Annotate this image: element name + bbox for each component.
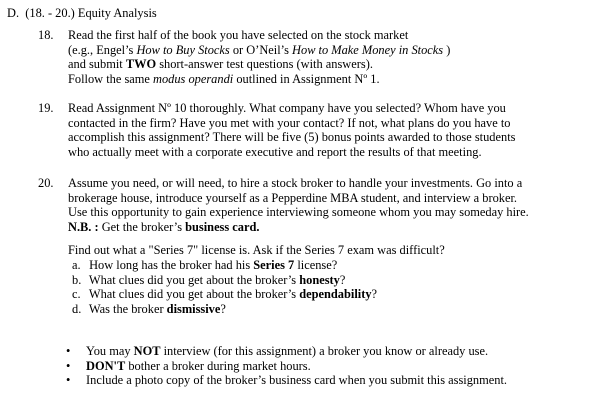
bullet-icon: •	[66, 373, 71, 388]
emphasis: dependability	[299, 287, 372, 302]
bullet-item	[66, 359, 507, 374]
text: Was the broker	[88, 301, 167, 316]
item-line: accomplish this assignment? There will be five (5) bonus points awarded to those students	[68, 130, 516, 145]
item-line: contacted in the firm? Have you met with your contact? If not, what plans do you have to	[68, 115, 511, 130]
item-number: 20.	[38, 176, 54, 190]
text: short-answer test questions (with answers).	[156, 57, 373, 72]
item-number: 19.	[38, 101, 54, 115]
item-line: who actually meet with a corporate executive and report the results of that meeting.	[68, 144, 482, 159]
emphasis: Series 7	[253, 257, 295, 272]
text: license?	[294, 257, 338, 272]
bullet-list	[66, 344, 507, 388]
text: interview (for this assignment) a broker you know or already use.	[160, 344, 489, 358]
text: bother a broker during market hours.	[125, 358, 311, 373]
question-letter: b.	[72, 272, 82, 287]
book-title: How to Buy Stocks	[136, 42, 230, 57]
section-label: D.	[7, 6, 20, 20]
text: )	[443, 42, 451, 57]
text: Get the broker’s	[98, 219, 186, 234]
text: or O’Neil’s	[229, 42, 293, 57]
text: What clues did you get about the broker’s	[88, 287, 300, 302]
text: ?	[220, 301, 226, 316]
question-letter: a.	[72, 257, 81, 272]
item-body	[68, 101, 607, 159]
nb-label: N.B. :	[68, 219, 99, 234]
question-item	[72, 302, 607, 317]
emphasis: dismissive	[166, 301, 221, 316]
item-line: Assume you need, or will need, to hire a stock broker to handle your investments. Go into a	[68, 176, 523, 190]
question-item	[72, 287, 607, 302]
text: outlined in Assignment Nº 1.	[233, 71, 380, 86]
item-body	[68, 28, 607, 86]
emphasis: honesty	[299, 272, 340, 287]
text: and submit	[68, 57, 126, 72]
item-line	[68, 72, 607, 87]
nb-line	[68, 220, 607, 235]
text: ?	[339, 272, 346, 287]
emphasis: NOT	[133, 344, 161, 358]
emphasis: business card.	[185, 219, 260, 234]
question-item	[72, 258, 607, 273]
text: What clues did you get about the broker’s	[88, 272, 300, 287]
item-line: brokerage house, introduce yourself as a Pepperdine MBA student, and interview a broker.	[68, 190, 518, 205]
find-out-line: Find out what a "Series 7" license is. Ask if the Series 7 exam was difficult?	[68, 243, 445, 258]
question-list	[68, 258, 607, 316]
section-title: (18. - 20.) Equity Analysis	[25, 6, 157, 20]
item-line: Use this opportunity to gain experience interviewing someone whom you may someday hire.	[68, 205, 529, 220]
question-letter: c.	[72, 287, 81, 302]
text: How long has the broker had his	[89, 257, 254, 272]
emphasis: modus operandi	[153, 71, 234, 86]
bullet-item	[66, 373, 507, 388]
bullet-icon: •	[66, 344, 71, 358]
item-line: Read Assignment Nº 10 thoroughly. What company have you selected? Whom have you	[68, 101, 506, 115]
text: ?	[371, 287, 378, 302]
emphasis: TWO	[125, 57, 157, 72]
question-letter: d.	[72, 301, 82, 316]
question-item	[72, 273, 607, 288]
bullet-item	[66, 344, 507, 359]
emphasis: DON'T	[86, 358, 126, 373]
text: Include a photo copy of the broker’s business card when you submit this assignment.	[86, 373, 507, 388]
text: Follow the same	[68, 71, 154, 86]
book-title: How to Make Money in Stocks	[292, 42, 444, 57]
item-line	[68, 43, 607, 58]
item-body	[68, 176, 607, 316]
item-number: 18.	[38, 28, 54, 42]
bullet-icon: •	[66, 358, 71, 373]
section-header	[7, 6, 157, 21]
item-line	[68, 57, 607, 72]
text: You may	[86, 344, 134, 358]
item-line: Read the first half of the book you have selected on the stock market	[68, 28, 409, 42]
text: (e.g., Engel’s	[68, 42, 137, 57]
